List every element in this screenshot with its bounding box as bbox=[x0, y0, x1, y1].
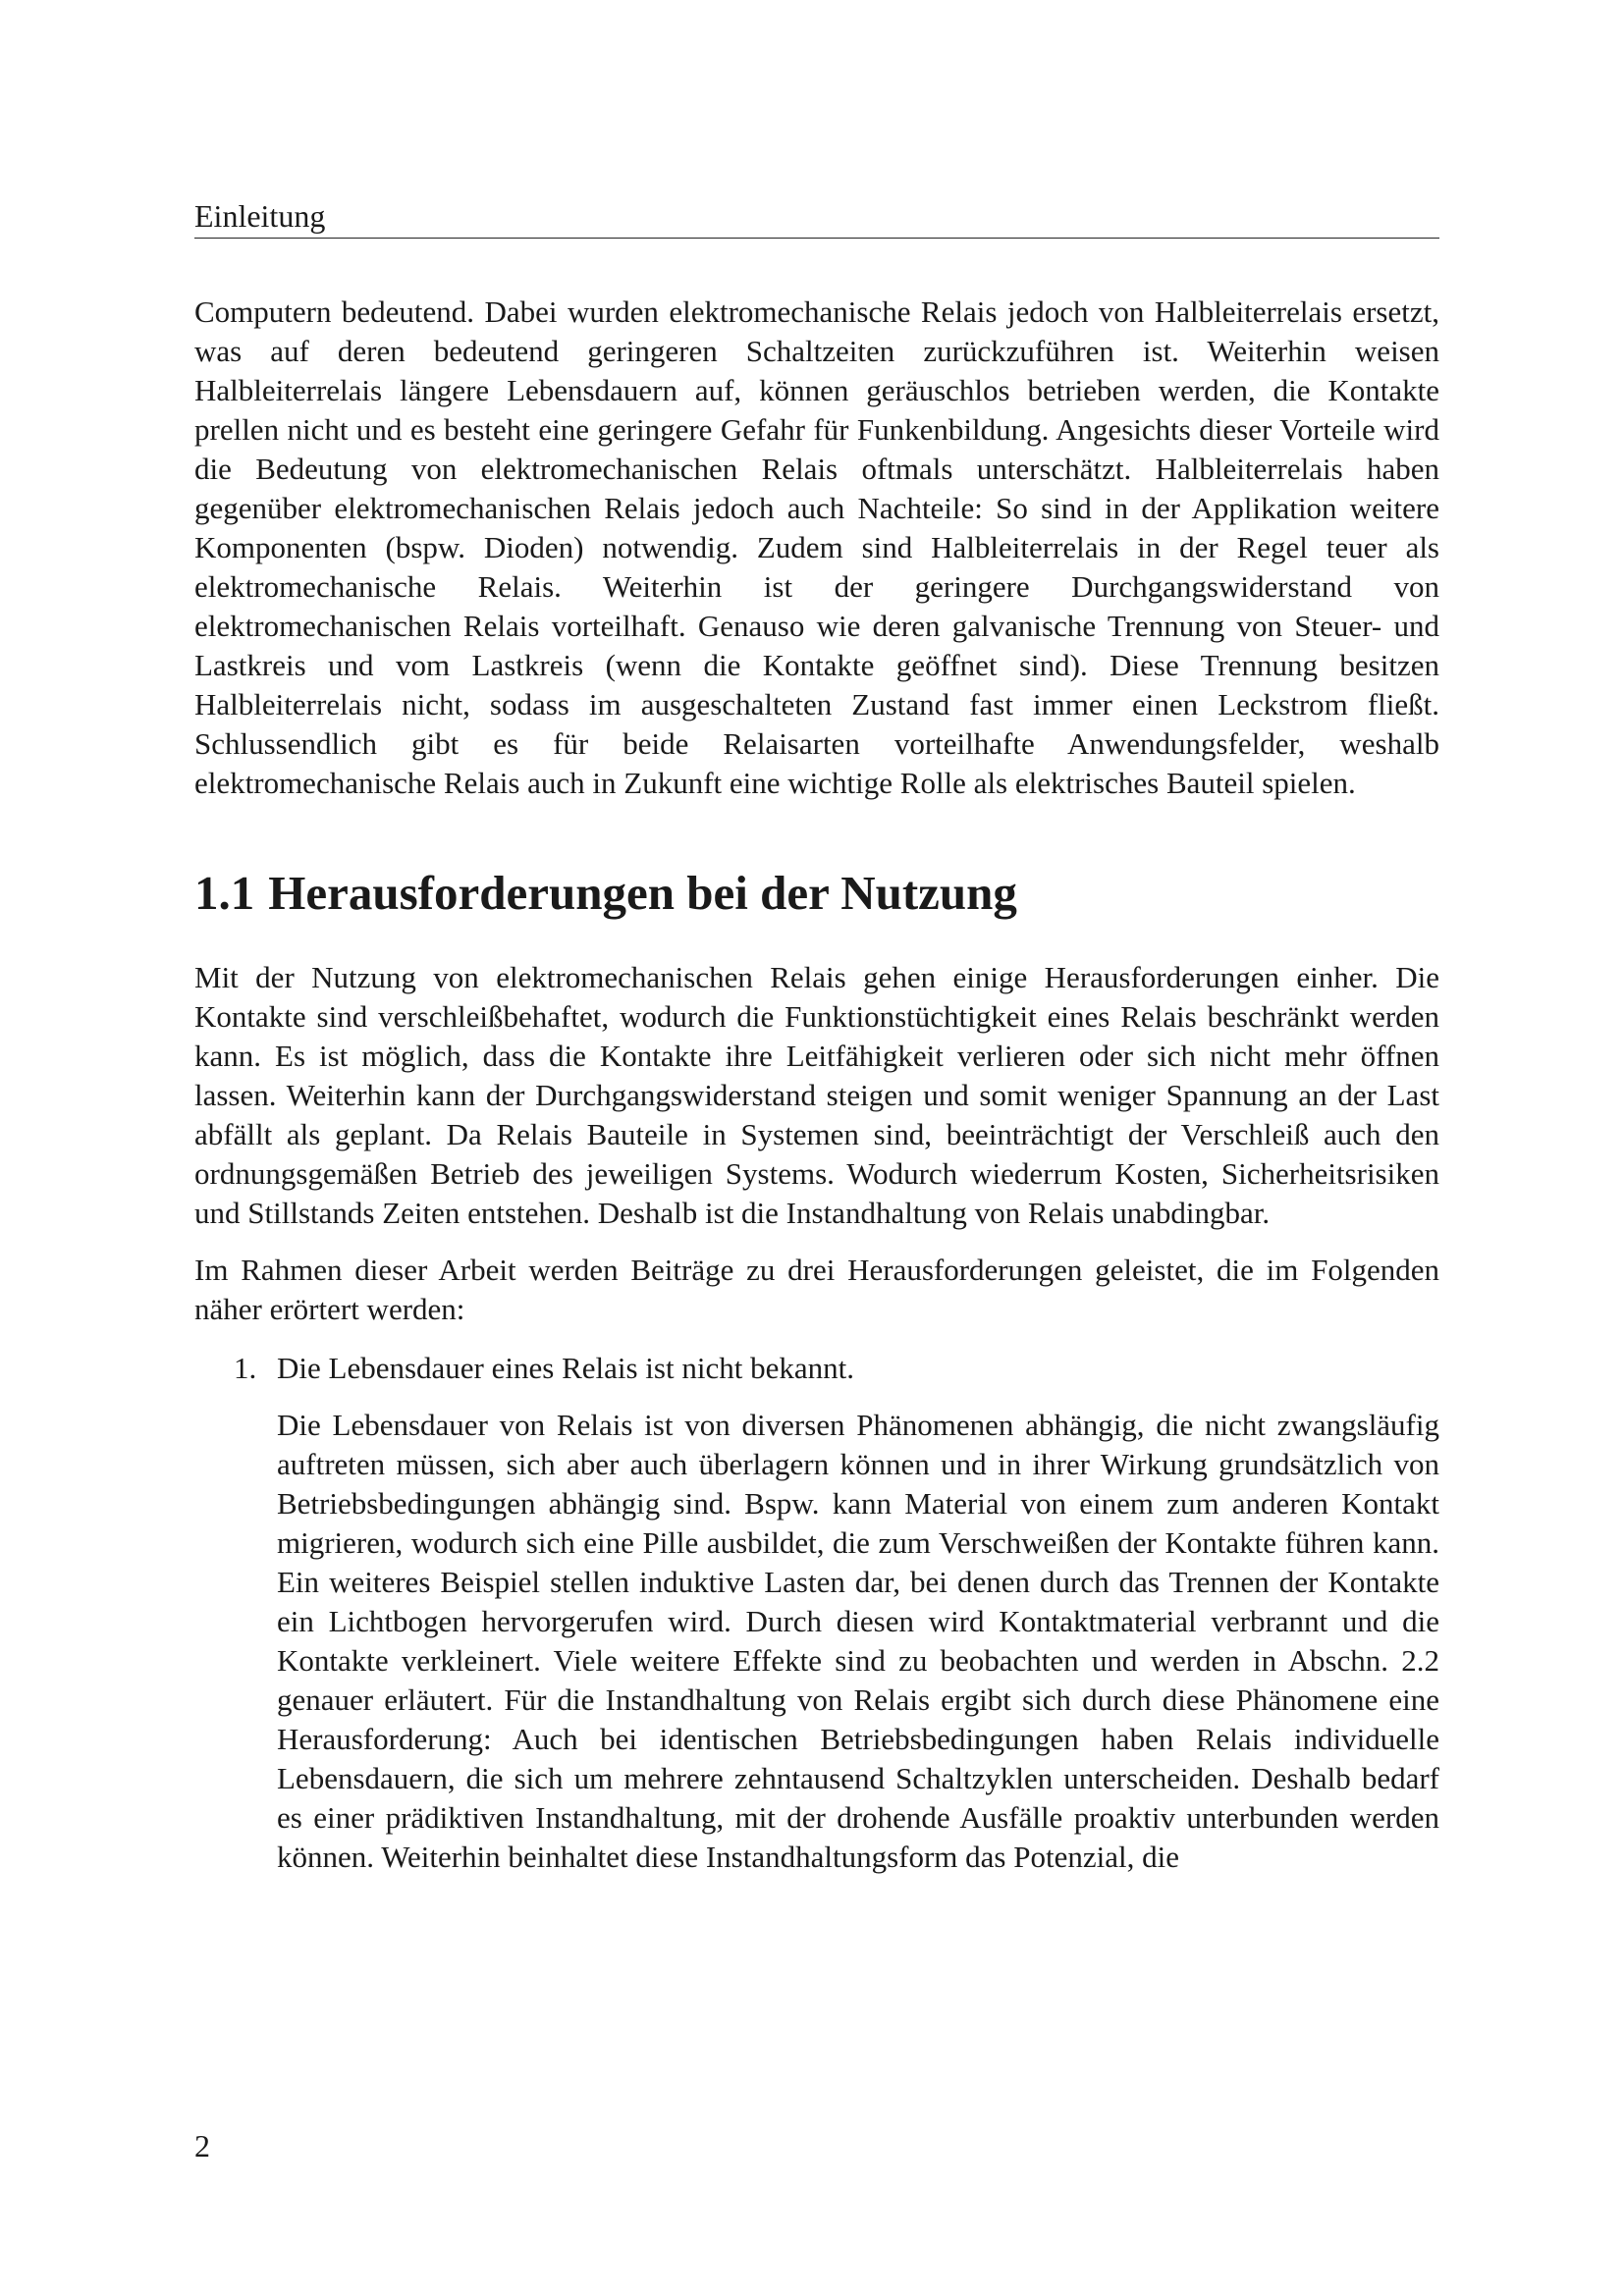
list-item-title: Die Lebensdauer eines Relais ist nicht bekannt. bbox=[277, 1351, 854, 1385]
section-heading bbox=[194, 866, 1439, 921]
paragraph-contributions-intro: Im Rahmen dieser Arbeit werden Beiträge zu drei Herausforderungen geleistet, die im Folgenden näher erörtert werden: bbox=[194, 1253, 1439, 1326]
list-item-label: 1. bbox=[234, 1351, 257, 1385]
paragraph-intro-continuation: Computern bedeutend. Dabei wurden elektromechanische Relais jedoch von Halbleiterrelais ersetzt, was auf deren bedeutend geringeren Schaltzeiten zurückzuführen ist. Weiterhin weisen Halbleiterrelais längere Lebensdauern auf, können geräuschlos betrieben werden, die Kontakte prellen nicht und es besteht eine geringere Gefahr für Funkenbildung. Angesichts dieser Vorteile wird die Bedeutung von elektromechanischen Relais oftmals unterschätzt. Halbleiterrelais haben gegenüber elektromechanischen Relais jedoch auch Nachteile: So sind in der Applikation weitere Komponenten (bspw. Dioden) notwendig. Zudem sind Halbleiterrelais in der Regel teuer als elektromechanische Relais. Weiterhin ist der geringere Durchgangswiderstand von elektromechanischen Relais vorteilhaft. Genauso wie deren galvanische Trennung von Steuer- und Lastkreis und vom Lastkreis (wenn die Kontakte geöffnet sind). Diese Trennung besitzen Halbleiterrelais nicht, sodass im ausgeschalteten Zustand fast immer einen Leckstrom fließt. Schlussendlich gibt es für beide Relaisarten vorteilhafte Anwendungsfelder, weshalb elektromechanische Relais auch in Zukunft eine wichtige Rolle als elektrisches Bauteil spielen. bbox=[194, 294, 1439, 800]
list-item-body: Die Lebensdauer von Relais ist von diversen Phänomenen abhängig, die nicht zwangsläufig auftreten müssen, sich aber auch überlagern können und in ihrer Wirkung grundsätzlich von Betriebsbedingungen abhängig sind. Bspw. kann Material von einem zum anderen Kontakt migrieren, wodurch sich eine Pille ausbildet, die zum Verschweißen der Kontakte führen kann. Ein weiteres Beispiel stellen induktive Lasten dar, bei denen durch das Trennen der Kontakte ein Lichtbogen hervorgerufen wird. Durch diesen wird Kontaktmaterial verbrannt und die Kontakte verkleinert. Viele weitere Effekte sind zu beobachten und werden in Abschn. 2.2 genauer erläutert. Für die Instandhaltung von Relais ergibt sich durch diese Phänomene eine Herausforderung: Auch bei identischen Betriebsbedingungen haben Relais individuelle Lebensdauern, die sich um mehrere zehntausend Schaltzyklen unterscheiden. Deshalb bedarf es einer prädiktiven Instandhaltung, mit der drohende Ausfälle proaktiv unterbunden werden können. Weiterhin beinhaltet diese Instandhaltungsform das Potenzial, die bbox=[277, 1408, 1439, 1874]
list-item bbox=[194, 1349, 1439, 1877]
challenge-list bbox=[194, 1349, 1439, 1877]
section-number: 1.1 bbox=[194, 866, 255, 920]
page-number: 2 bbox=[194, 2128, 210, 2163]
running-header-title: Einleitung bbox=[194, 198, 326, 234]
running-header bbox=[194, 196, 1439, 239]
section-title: Herausforderungen bei der Nutzung bbox=[268, 866, 1017, 920]
page-body bbox=[194, 293, 1439, 1877]
paragraph-challenges-intro: Mit der Nutzung von elektromechanischen Relais gehen einige Herausforderungen einher. Die Kontakte sind verschleißbehaftet, wodurch die Funktionstüchtigkeit eines Relais beschränkt werden kann. Es ist möglich, dass die Kontakte ihre Leitfähigkeit verlieren oder sich nicht mehr öffnen lassen. Weiterhin kann der Durchgangswiderstand steigen und somit weniger Spannung an der Last abfällt als geplant. Da Relais Bauteile in Systemen sind, beeinträchtigt der Verschleiß auch den ordnungsgemäßen Betrieb des jeweiligen Systems. Wodurch wiederrum Kosten, Sicherheitsrisiken und Stillstands Zeiten entstehen. Deshalb ist die Instandhaltung von Relais unabdingbar. bbox=[194, 960, 1439, 1230]
